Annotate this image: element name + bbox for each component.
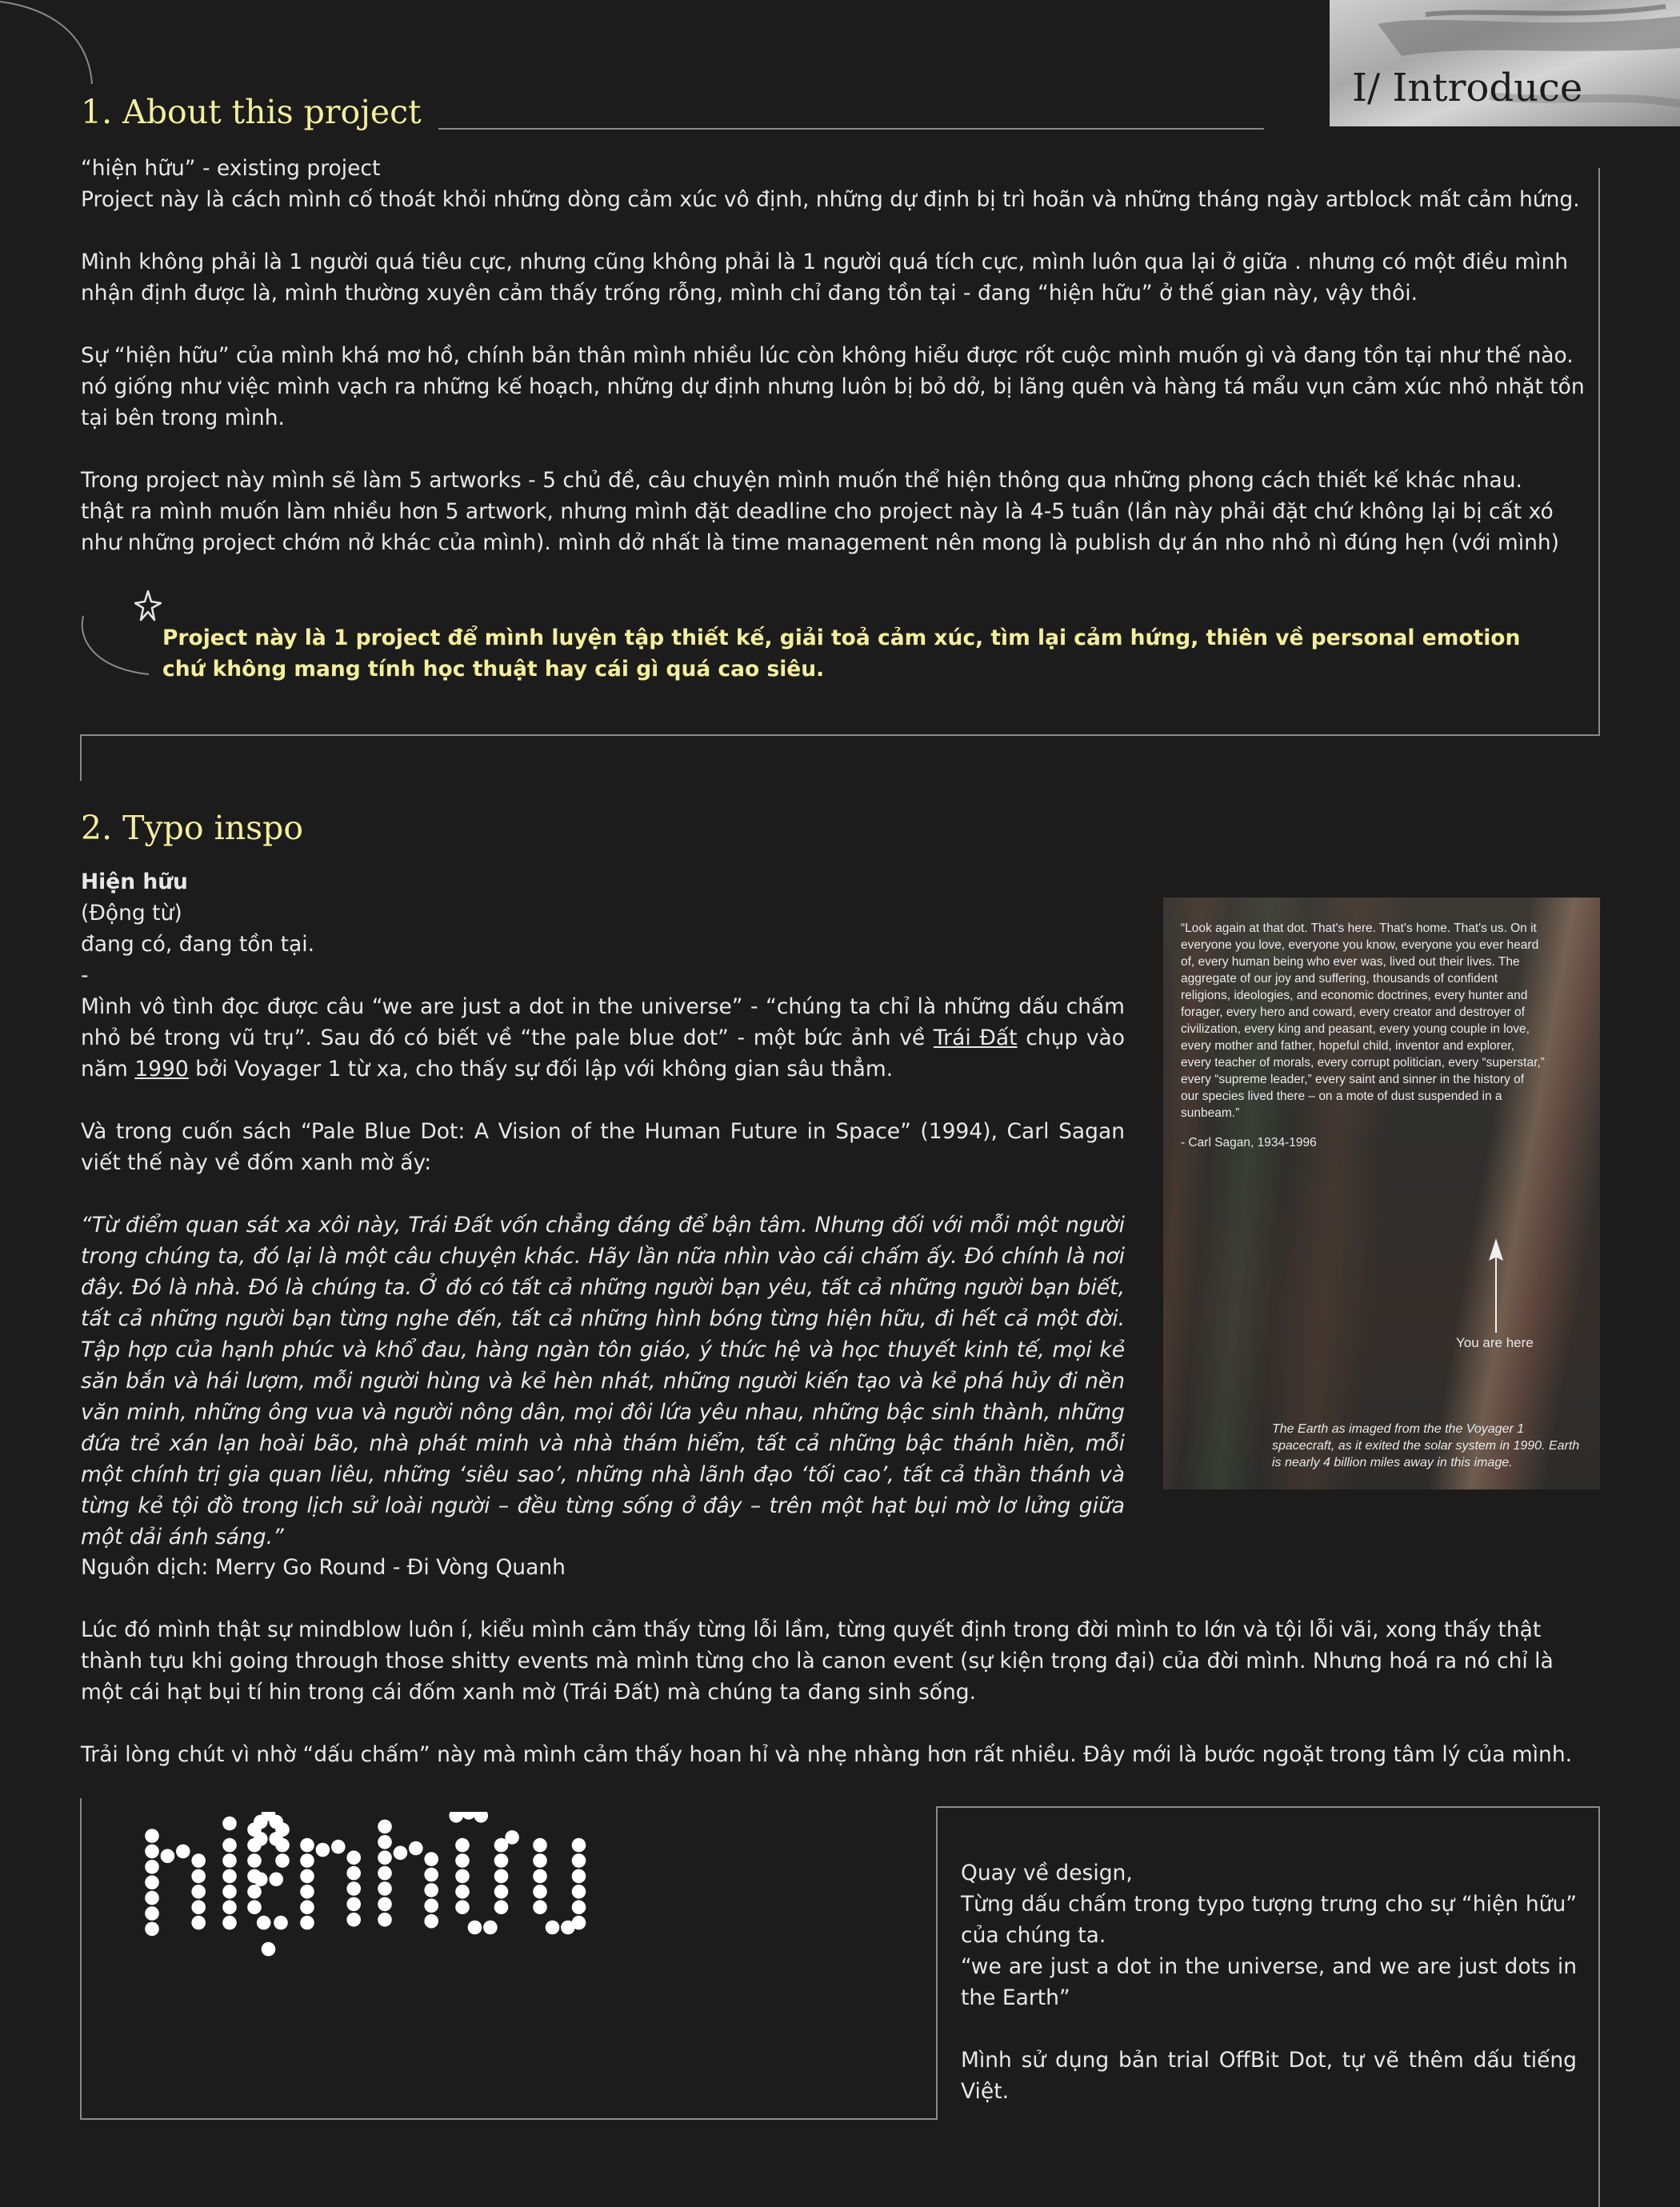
typo-dot bbox=[145, 1860, 159, 1874]
typo-dot bbox=[145, 1906, 159, 1921]
typo-dot bbox=[300, 1853, 314, 1868]
typo-dash: - bbox=[81, 963, 89, 988]
typo-dot bbox=[572, 1838, 586, 1853]
typo-body-2 bbox=[81, 1552, 1601, 1770]
typo-dot bbox=[257, 1916, 271, 1930]
typo-dot bbox=[145, 1922, 159, 1937]
typo-definition: đang có, đang tồn tại. bbox=[81, 932, 315, 957]
typo-dot bbox=[455, 1838, 470, 1853]
typo-dot bbox=[449, 1812, 463, 1823]
typo-dot bbox=[222, 1900, 237, 1914]
dot-typography-artwork bbox=[128, 1812, 888, 2068]
typo-dot bbox=[533, 1885, 547, 1899]
typo-dot bbox=[378, 1866, 392, 1881]
typo-dot bbox=[424, 1914, 438, 1929]
typo-dot bbox=[262, 1942, 276, 1957]
typo-dot bbox=[455, 1900, 470, 1914]
showcase-frame-right-outer bbox=[1598, 1806, 1600, 2207]
typo-dot bbox=[145, 1829, 159, 1843]
para1-text: chụp vào năm bbox=[81, 1026, 1125, 1082]
typo-dot bbox=[275, 1853, 290, 1868]
heading-rule bbox=[438, 128, 1264, 130]
design-note: Quay về design, bbox=[961, 1861, 1133, 1885]
typo-dot bbox=[247, 1900, 262, 1914]
bracket-curve-decoration bbox=[77, 612, 157, 676]
typo-dot bbox=[191, 1885, 206, 1899]
typo-dot bbox=[145, 1875, 159, 1889]
design-note: Mình sử dụng bản trial OffBit Dot, tự vẽ thêm dấu tiếng Việt. bbox=[961, 2048, 1577, 2104]
typo-dot bbox=[424, 1868, 438, 1882]
showcase-frame-bottom bbox=[80, 2118, 938, 2120]
showcase-frame-left bbox=[80, 1798, 82, 2118]
typo-dot bbox=[378, 1897, 392, 1912]
typo-dot bbox=[145, 1891, 159, 1905]
typo-dot bbox=[176, 1845, 190, 1859]
typo-dot bbox=[455, 1853, 470, 1868]
about-line: thật ra mình muốn làm nhiều hơn 5 artwork, nhưng mình đặt deadline cho project này là 4-5 tuần (lần này phải đặt chứ không lại bị cất xó như những project chớm nở khác của mình). mình dở nhất là time management nên mong là publish dự án nho nhỏ nì đúng hẹn (với mình) bbox=[81, 499, 1560, 555]
typo-dot bbox=[378, 1820, 392, 1834]
about-line: “hiện hữu” - existing project bbox=[81, 156, 381, 181]
typo-para-4: Trải lòng chút vì nhờ “dấu chấm” này mà mình cảm thấy hoan hỉ và nhẹ nhàng hơn rất nhiều. Đây mới là bước ngoặt trong tâm lý của mình. bbox=[81, 1742, 1573, 1767]
typo-dot bbox=[346, 1913, 361, 1927]
typo-dot bbox=[474, 1812, 489, 1823]
typo-dot bbox=[222, 1838, 237, 1853]
typo-dot bbox=[533, 1869, 547, 1884]
para1-text: bởi Voyager 1 từ xa, cho thấy sự đối lập với không gian sâu thẳm. bbox=[188, 1057, 894, 1082]
typo-dot bbox=[300, 1885, 314, 1899]
typo-dot bbox=[462, 1812, 476, 1820]
about-body bbox=[81, 153, 1585, 558]
typo-dot bbox=[247, 1885, 262, 1899]
para1-text: Mình vô tình đọc được câu “we are just a dot in the universe” - “chúng ta chỉ là những dấu chấm nhỏ bé trong vũ trụ”. Sau đó có biết về “the pale blue dot” - một bức ảnh về bbox=[81, 994, 1125, 1050]
typo-dot bbox=[424, 1899, 438, 1913]
typo-dot bbox=[191, 1900, 206, 1914]
translation-source: Nguồn dịch: Merry Go Round - Đi Vòng Quanh bbox=[81, 1555, 566, 1580]
typo-dot bbox=[191, 1853, 206, 1868]
typo-dot bbox=[145, 1845, 159, 1859]
arrow-up-icon bbox=[1486, 1238, 1506, 1334]
typo-dot bbox=[546, 1921, 560, 1935]
design-notes bbox=[961, 1857, 1577, 2107]
typo-body bbox=[81, 866, 1125, 1553]
typo-dot bbox=[254, 1873, 268, 1887]
link-trai-dat[interactable]: Trái Đất bbox=[933, 1026, 1018, 1050]
frame-right-1 bbox=[1598, 168, 1600, 736]
design-note: “we are just a dot in the universe, and we are just dots in the Earth” bbox=[961, 1954, 1577, 2010]
typo-dot bbox=[300, 1916, 314, 1930]
typo-dot bbox=[455, 1869, 470, 1884]
you-are-here-label: You are here bbox=[1456, 1335, 1534, 1350]
typo-dot bbox=[316, 1843, 330, 1857]
typo-dot bbox=[222, 1916, 237, 1930]
link-1990[interactable]: 1990 bbox=[134, 1057, 189, 1082]
typo-dot bbox=[378, 1835, 392, 1849]
showcase-frame-top bbox=[936, 1806, 1600, 1808]
typo-dot bbox=[455, 1885, 470, 1899]
typo-dot bbox=[346, 1897, 361, 1912]
typo-dot bbox=[494, 1900, 509, 1914]
typo-dot bbox=[468, 1921, 482, 1935]
pale-blue-dot-photo bbox=[1163, 898, 1600, 1489]
about-line: Trong project này mình sẽ làm 5 artworks - 5 chủ đề, câu chuyện mình muốn thể hiện thông qua những phong cách thiết kế khác nhau. bbox=[81, 468, 1522, 493]
section-tag bbox=[1330, 0, 1680, 126]
typo-dot bbox=[300, 1869, 314, 1884]
typo-dot bbox=[533, 1900, 547, 1914]
photo-author: - Carl Sagan, 1934-1996 bbox=[1181, 1136, 1317, 1149]
typo-dot bbox=[222, 1817, 237, 1831]
about-line: Project này là cách mình cố thoát khỏi những dòng cảm xúc vô định, những dự định bị trì hoãn và những tháng ngày artblock mất cảm hứng. bbox=[81, 187, 1580, 212]
sagan-quote-vi: “Từ điểm quan sát xa xôi này, Trái Đất vốn chẳng đáng để bận tâm. Nhưng đối với mỗi một người trong chúng ta, đó lại là một câu chuyện khác. Hãy lần nữa nhìn vào cái chấm ấy. Đó chính là nơi đây. Đó là nhà. Đó là chúng ta. Ở đó có tất cả những người bạn yêu, tất cả những người bạn biết, tất cả những người bạn từng nghe đến, tất cả những hình bóng từng hiện hữu, đi hết cả một đời. Tập hợp của hạnh phúc và khổ đau, hàng ngàn tôn giáo, ý thức hệ và học thuyết kinh tế, mọi kẻ săn bắn và hái lượm, mỗi người hùng và kẻ hèn nhát, những người kiến tạo và kẻ phá hủy đi nền văn minh, những ông vua và người nông dân, mọi đôi lứa yêu nhau, những bậc sinh thành, những đứa trẻ xán lạn hoài bão, nhà phát minh và nhà thám hiểm, tất cả những bậc thánh hiền, mỗi một chính trị gia quan liêu, những ‘siêu sao’, những nhà lãnh đạo ‘tối cao’, tất cả thần thánh và từng kẻ tội đồ trong lịch sử loài người – đều từng sống ở đây – trên một hạt bụi mờ lơ lửng giữa một dải ánh sáng.” bbox=[81, 1213, 1125, 1549]
typo-heading: 2. Typo inspo bbox=[81, 809, 304, 847]
photo-caption: The Earth as imaged from the the Voyager 1 spacecraft, as it exited the solar system in 1990. Earth is nearly 4 billion miles away in this image. bbox=[1272, 1422, 1580, 1469]
typo-dot bbox=[424, 1883, 438, 1897]
showcase-frame-right bbox=[936, 1806, 938, 2120]
typo-dot bbox=[483, 1921, 498, 1935]
typo-para-1 bbox=[81, 991, 1125, 1085]
corner-arc-decoration bbox=[0, 0, 104, 88]
typo-dot bbox=[533, 1853, 547, 1868]
typo-dot bbox=[269, 1873, 283, 1887]
typo-dot bbox=[331, 1840, 346, 1854]
typo-para-3: Lúc đó mình thật sự mindblow luôn í, kiểu mình cảm thấy từng lỗi lầm, từng quyết định trong đời mình to lớn và tội lỗi vãi, xong thấy thật thành tựu khi going through those shitty events mà mình từng cho là canon event (sự kiện trọng đại) của đời mình. Nhưng hoá ra nó chỉ là một cái hạt bụi tí hin trong cái đốm xanh mờ (Trái Đất) mà chúng ta đang sinh sống. bbox=[81, 1617, 1554, 1705]
typo-dot bbox=[378, 1881, 392, 1896]
typo-para-2: Và trong cuốn sách “Pale Blue Dot: A Vision of the Human Future in Space” (1994), Carl Sagan viết thế này về đốm xanh mờ ấy: bbox=[81, 1119, 1125, 1175]
typo-dot bbox=[533, 1838, 547, 1853]
typo-dot bbox=[222, 1885, 237, 1899]
typo-word-type: (Động từ) bbox=[81, 901, 182, 926]
typo-dot bbox=[161, 1849, 175, 1863]
typo-dot bbox=[191, 1869, 206, 1884]
typo-dot bbox=[378, 1850, 392, 1865]
typo-dot bbox=[378, 1913, 392, 1927]
photo-quote: “Look again at that dot. That's here. That's home. That's us. On it everyone you love, everyone you know, everyone you ever heard of, every human being who ever was, lived out their lives. The aggregate of our joy and suffering, thousands of confident religions, ideologies, and economic doctrines, every hunter and forager, every hero and coward, every creator and destroyer of civilization, every king and peasant, every young couple in love, every mother and father, hopeful child, inventor and explorer, every teacher of morals, every corrupt politician, every “superstar,” every “supreme leader,” every saint and sinner in the history of our species lived there – on a mote of dust suspended in a sunbeam.” bbox=[1181, 922, 1545, 1120]
frame-bottom-1 bbox=[80, 734, 1600, 736]
typo-dot bbox=[222, 1853, 237, 1868]
typo-dot bbox=[346, 1881, 361, 1896]
frame-left-1 bbox=[80, 734, 82, 781]
design-note: Từng dấu chấm trong typo tượng trưng cho sự “hiện hữu” của chúng ta. bbox=[961, 1892, 1577, 1948]
typo-dot bbox=[346, 1850, 361, 1865]
typo-dot bbox=[394, 1846, 408, 1861]
typo-dot bbox=[300, 1838, 314, 1853]
typo-dot bbox=[424, 1852, 438, 1866]
typo-dot bbox=[494, 1885, 509, 1899]
typo-dot bbox=[222, 1869, 237, 1884]
typo-dot bbox=[247, 1853, 262, 1868]
typo-dot bbox=[505, 1830, 519, 1845]
typo-dot bbox=[494, 1853, 509, 1868]
typo-dot bbox=[274, 1916, 288, 1930]
typo-dot bbox=[191, 1916, 206, 1930]
typo-dot bbox=[300, 1900, 314, 1914]
typo-dot bbox=[572, 1853, 586, 1868]
about-heading: 1. About this project bbox=[81, 93, 422, 131]
typo-dot bbox=[346, 1866, 361, 1881]
typo-word: Hiện hữu bbox=[81, 870, 188, 894]
typo-dot bbox=[254, 1832, 268, 1846]
typo-dot bbox=[409, 1841, 423, 1856]
typo-dot bbox=[275, 1838, 290, 1853]
typo-dot bbox=[572, 1916, 586, 1930]
about-line: Sự “hiện hữu” của mình khá mơ hồ, chính bản thân mình nhiều lúc còn không hiểu được rốt cuộc mình muốn gì và đang tồn tại như thế nào. bbox=[81, 343, 1574, 368]
about-highlight: Project này là 1 project để mình luyện tập thiết kế, giải toả cảm xúc, tìm lại cảm hứng, thiên về personal emotion chứ không mang tính học thuật hay cái gì quá cao siêu. bbox=[162, 626, 1521, 682]
typo-dot bbox=[494, 1869, 509, 1884]
about-line: nó giống như việc mình vạch ra những kế hoạch, những dự định nhưng luôn bị bỏ dở, bị lãng quên và hàng tá mẩu vụn cảm xúc nhỏ nhặt tồn tại bên trong mình. bbox=[81, 374, 1585, 430]
typo-dot bbox=[572, 1885, 586, 1899]
typo-dot bbox=[572, 1869, 586, 1884]
typo-dot bbox=[572, 1900, 586, 1914]
section-tag-label: I/ Introduce bbox=[1352, 66, 1583, 110]
about-line: Mình không phải là 1 người quá tiêu cực, nhưng cũng không phải là 1 người quá tích cực, mình luôn qua lại ở giữa . nhưng có một điều mình nhận định được là, mình thường xuyên cảm thấy trống rỗng, mình chỉ đang tồn tại - đang “hiện hữu” ở thế gian này, vậy thôi. bbox=[81, 250, 1569, 306]
